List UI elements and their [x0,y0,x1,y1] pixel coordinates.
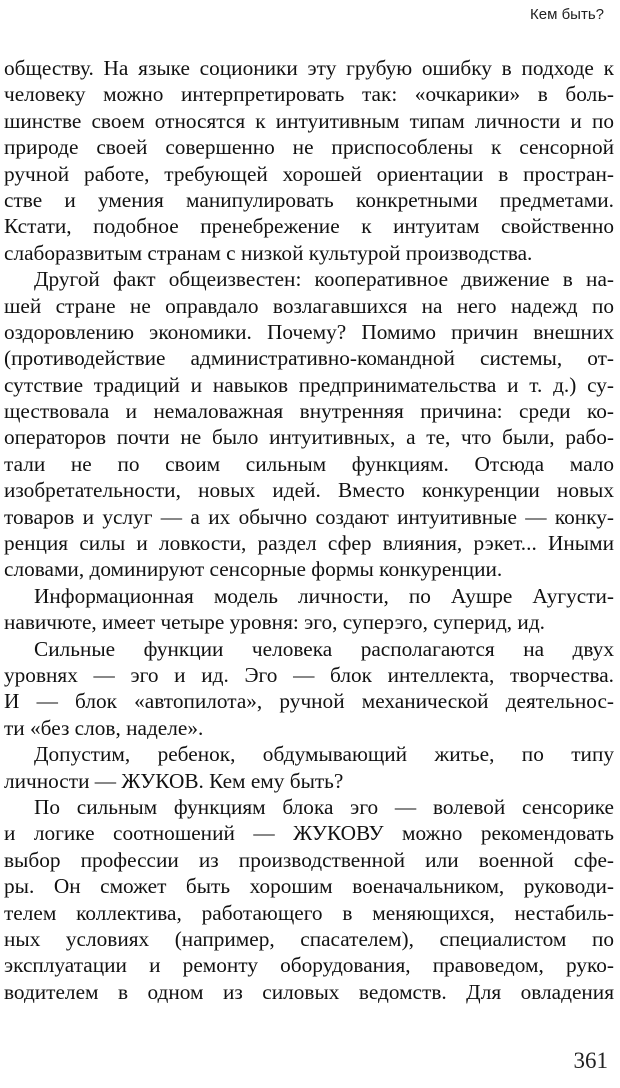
text-line: шей стране не оправдало возлагавшихся на него надежд по [4,293,614,318]
body-text [4,55,614,1005]
text-line: ти «без слов, наделе». [4,715,204,740]
text-line: водителем в одном из силовых ведомств. Для овладения [4,979,614,1004]
text-line: товаров и услуг — а их обычно создают интуитивные — конку- [4,504,614,529]
text-line: И — блок «автопилота», ручной механической деятельнос- [4,689,614,714]
text-line: эксплуатации и ремонту оборудования, правоведом, руко- [4,953,614,978]
text-line: и логике соотношений — ЖУКОВУ можно рекомендовать [4,821,614,846]
text-line: личности — ЖУКОВ. Кем ему быть? [4,768,344,793]
text-line: оздоровлению экономики. Почему? Помимо причин внешних [4,319,614,344]
text-line: операторов почти не было интуитивных, а те, что были, рабо- [4,425,614,450]
text-line: Другой факт общеизвестен: кооперативное движение в на- [34,267,614,292]
text-line: Кстати, подобное пренебрежение к интуитам свойственно [4,214,614,239]
paragraph-2 [4,266,614,583]
paragraph-1 [4,55,614,266]
paragraph-6 [4,794,614,1005]
text-line: Сильные функции человека располагаются на двух [34,636,614,661]
text-line: выбор профессии из производственной или военной сфе- [4,847,614,872]
text-line: тали не по своим сильным функциям. Отсюда мало [4,451,614,476]
text-line: природе своей совершенно не приспособлены к сенсорной [4,135,614,160]
text-line: телем коллектива, работающего в меняющихся, нестабиль- [4,900,614,925]
text-line: стве и умения манипулировать конкретными предметами. [4,187,614,212]
text-line: обществу. На языке соционики эту грубую ошибку в подходе к [4,56,614,80]
paragraph-4 [4,636,614,742]
text-line: ренция силы и ловкости, раздел сфер влияния, рэкет... Иными [4,531,614,556]
text-line: ных условиях (например, спасателем), специалистом по [4,926,614,951]
header-divider [0,38,620,39]
paragraph-3 [4,583,614,636]
text-line: Информационная модель личности, по Аушре Аугусти- [34,583,614,608]
text-line: навичюте, имеет четыре уровня: эго, суперэго, суперид, ид. [4,610,545,635]
text-line: Допустим, ребенок, обдумывающий житье, по типу [34,742,614,767]
text-line: уровнях — эго и ид. Эго — блок интеллекта, творчества. [4,662,614,687]
text-line: шинстве своем относятся к интуитивным типам личности и по [4,108,614,133]
text-line: изобретательности, новых идей. Вместо конкуренции новых [4,478,614,503]
text-line: человеку можно интерпретировать так: «очкарики» в боль- [4,82,614,107]
text-line: ществовала и немаловажная внутренняя причина: среди ко- [4,399,614,424]
text-line: ры. Он сможет быть хорошим военачальником, руководи- [4,874,614,899]
page-number: 361 [573,1048,608,1073]
text-line: ручной работе, требующей хорошей ориентации в простран- [4,161,614,186]
running-header: Кем быть? [530,6,604,23]
text-line: словами, доминируют сенсорные формы конкуренции. [4,557,503,582]
text-line: сутствие традиций и навыков предпринимательства и т. д.) су- [4,372,614,397]
text-line: По сильным функциям блока эго — волевой сенсорике [34,794,614,819]
text-line: слаборазвитым странам с низкой культурой производства. [4,240,533,265]
text-line: (противодействие административно-командной системы, от- [4,346,614,371]
paragraph-5 [4,741,614,794]
